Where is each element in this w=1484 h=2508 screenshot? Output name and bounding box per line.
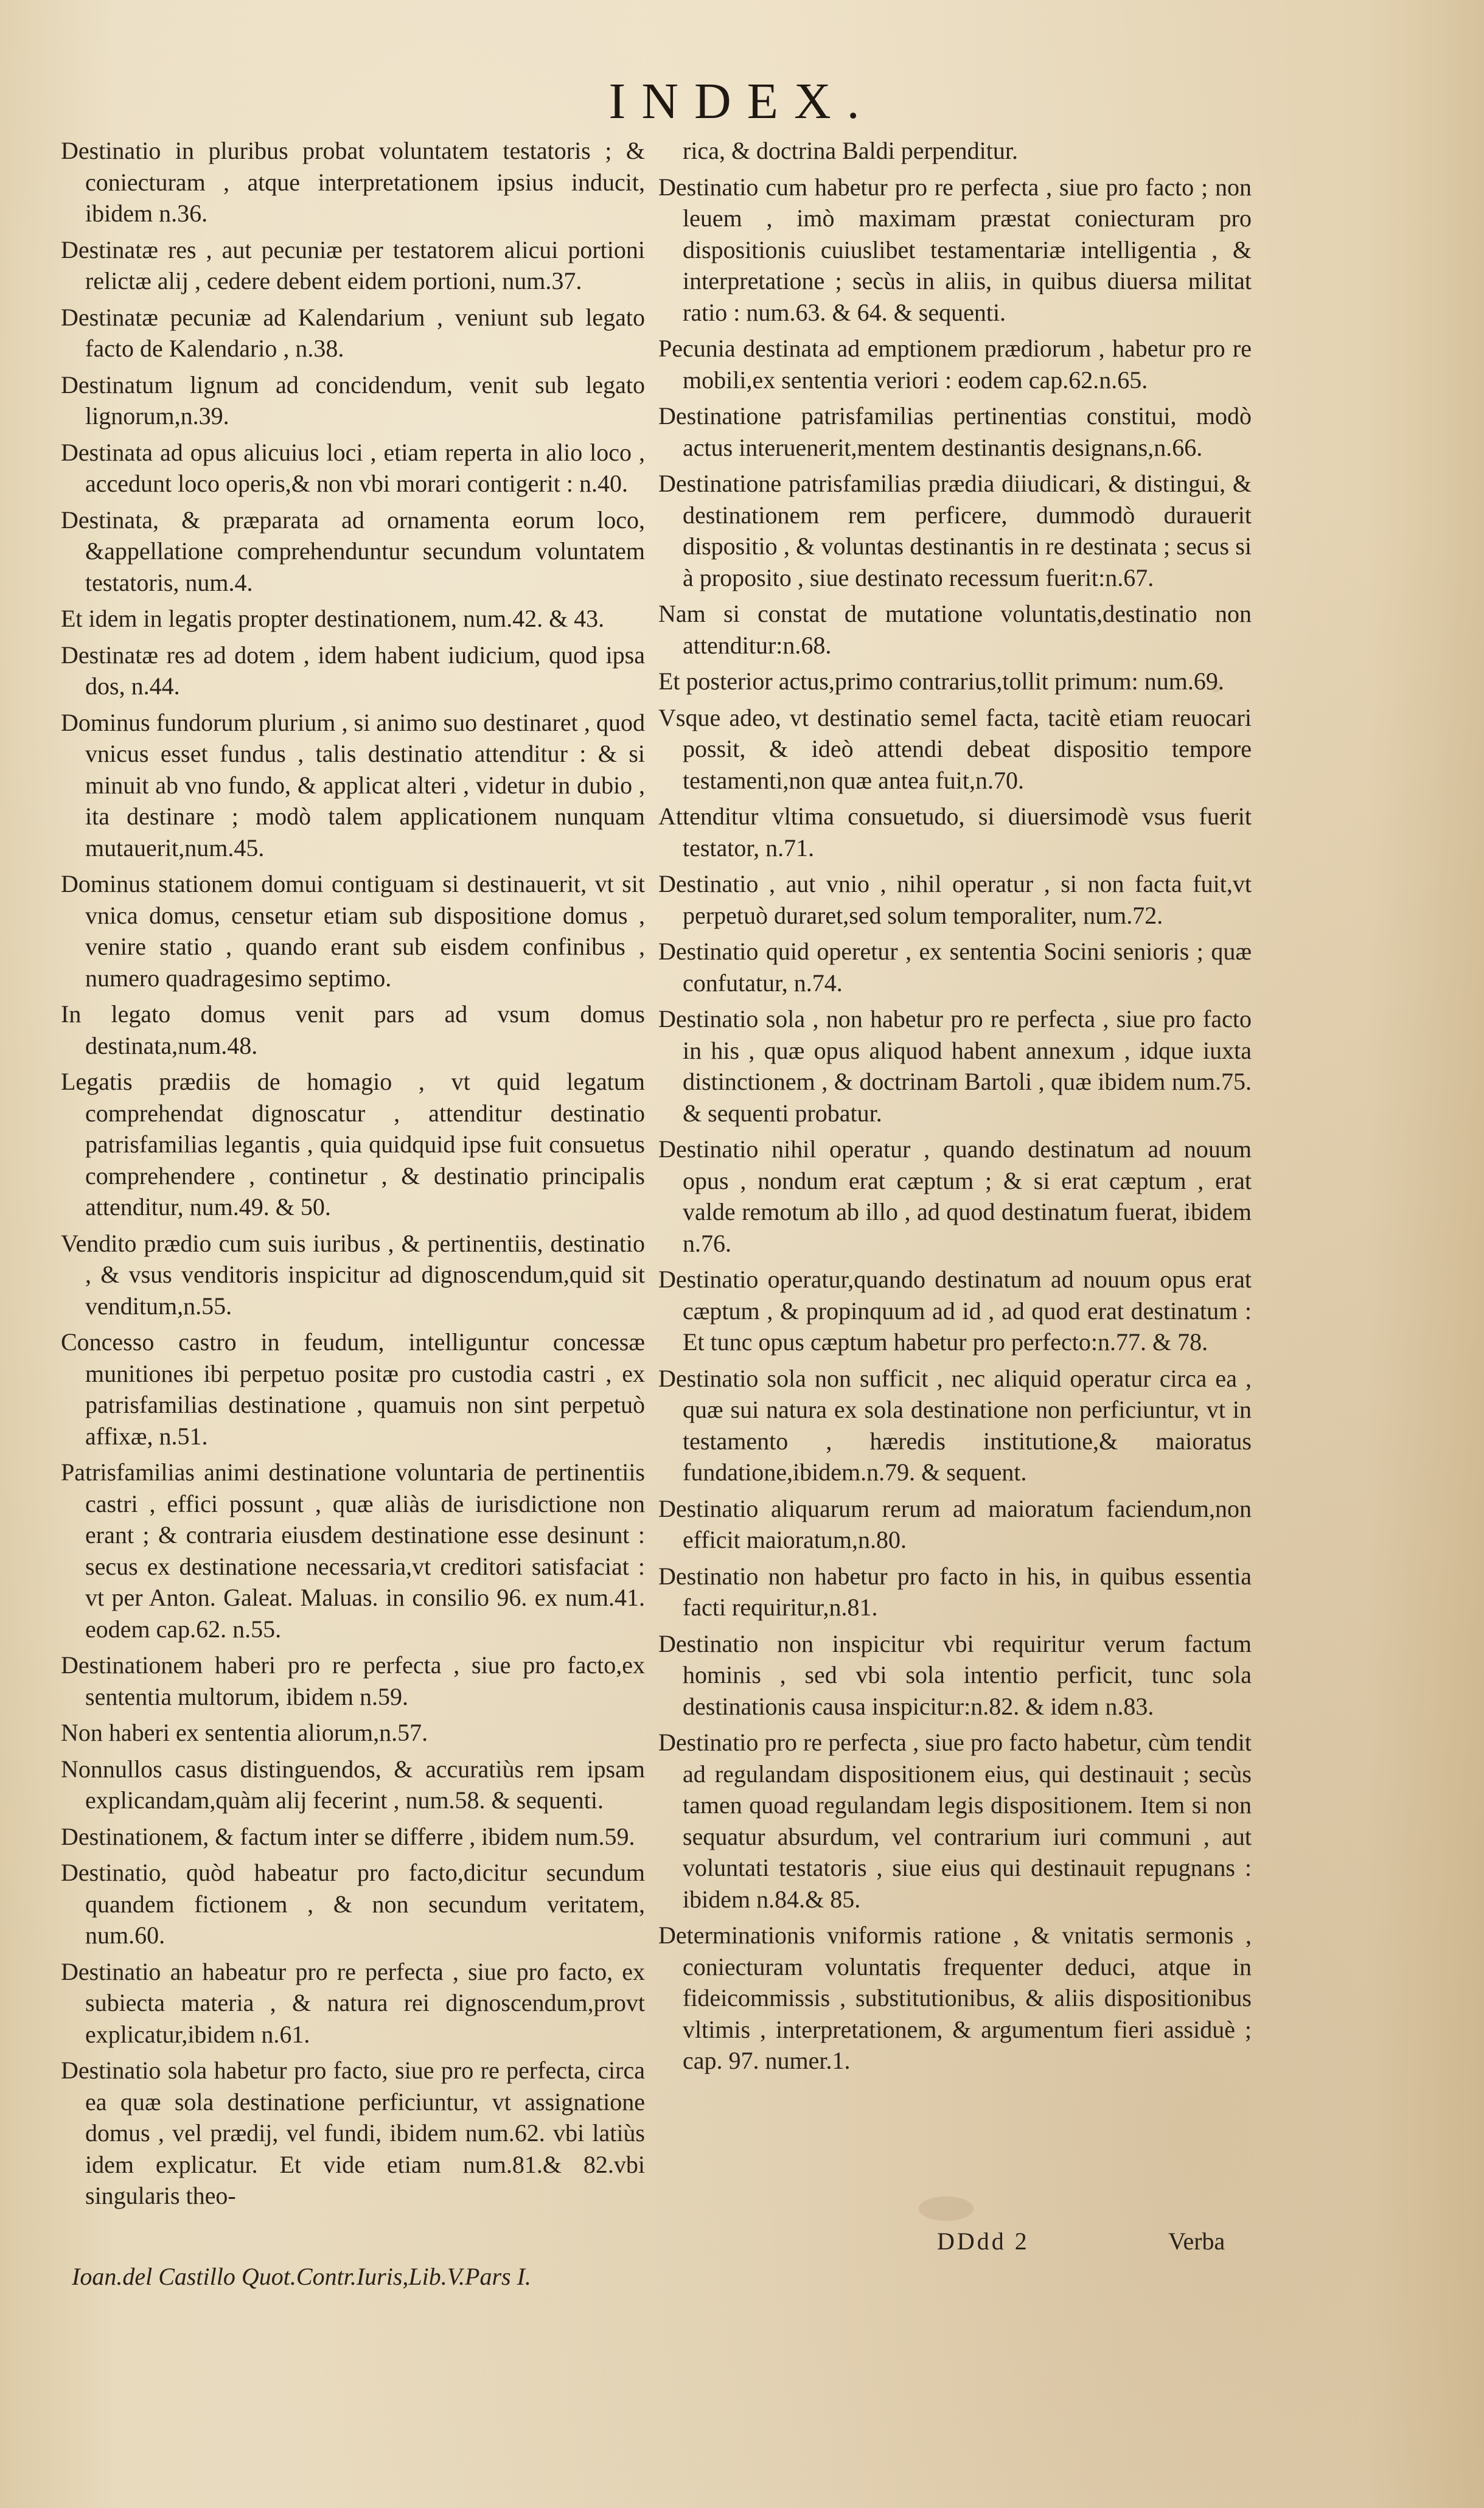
index-entry: Determinationis vniformis ratione , & vnitatis sermonis , coniecturam voluntatis frequenter deduci, atque in fideicommissis , substitutionibus, & aliis dispositionibus vltimis , interpretationem, & argumentum fieri assiduè ; cap. 97. numer.1. (658, 1921, 1252, 2074)
index-entry: Destinatio nihil operatur , quando destinatum ad nouum opus , nondum erat cæptum ; & si erat cæptum , erat valde remotum ab illo , ad quod destinatum fuerat, ibidem n.76. (658, 1135, 1252, 1257)
index-entry: Pecunia destinata ad emptionem prædiorum , habetur pro re mobili,ex sententia veriori : eodem cap.62.n.65. (658, 335, 1252, 394)
index-entry: Destinata ad opus alicuius loci , etiam reperta in alio loco , accedunt loco operis,& non vbi morari contigerit : n.40. (61, 438, 645, 497)
index-entry: Et idem in legatis propter destinationem, num.42. & 43. (61, 605, 605, 632)
index-entry: Destinatio non habetur pro facto in his, in quibus essentia facti requiritur,n.81. (658, 1562, 1252, 1621)
index-entry: Destinatio aliquarum rerum ad maioratum faciendum,non efficit maioratum,n.80. (658, 1494, 1252, 1553)
index-entry: Destinatio , aut vnio , nihil operatur , si non facta fuit,vt perpetuò duraret,sed solum temporaliter, num.72. (658, 870, 1252, 929)
right-column (658, 135, 1252, 2081)
index-entry: Non haberi ex sententia aliorum,n.57. (61, 1719, 428, 1746)
index-entry: Destinatio in pluribus probat voluntatem testatoris ; & coniecturam , atque interpretationem ipsius inducit, ibidem n.36. (61, 137, 645, 227)
left-column (61, 135, 645, 2217)
index-entry: Destinatio pro re perfecta , siue pro facto habetur, cùm tendit ad regulandam dispositionem eius, qui destinauit ; secùs tamen quoad regulandam legis dispositionem. Item si non sequatur absurdum, vel contrarium iuri communi , aut voluntati testatoris , siue eius qui destinauit repugnans : ibidem n.84.& 85. (658, 1729, 1252, 1913)
index-entry: Nonnullos casus distinguendos, & accuratiùs rem ipsam explicandam,quàm alij fecerint , num.58. & sequenti. (61, 1755, 645, 1814)
index-entry: Destinatio operatur,quando destinatum ad nouum opus erat cæptum , & propinquum ad id , ad quod erat destinatum : Et tunc opus cæptum habetur pro perfecto:n.77. & 78. (658, 1266, 1252, 1356)
index-entry: Destinata, & præparata ad ornamenta eorum loco, &appellatione comprehenduntur secundum voluntatem testatoris, num.4. (61, 506, 645, 596)
index-entry: Et posterior actus,primo contrarius,tollit primum: num.69. (658, 667, 1224, 695)
index-entry: In legato domus venit pars ad vsum domus destinata,num.48. (61, 1000, 645, 1059)
index-entry: Dominus fundorum plurium , si animo suo destinaret , quod vnicus esset fundus , talis destinatio attenditur : & si minuit ab vno fundo, & applicat alteri , videtur in dubio , ita destinare ; modò talem applicationem nunquam mutauerit,num.45. (61, 708, 645, 862)
index-entry: Concesso castro in feudum, intelliguntur concessæ munitiones ibi perpetuo positæ pro custodia castri , ex patrisfamilias destinatione , quamuis non sint perpetuò affixæ, n.51. (61, 1328, 645, 1450)
index-entry: Destinatio cum habetur pro re perfecta , siue pro facto ; non leuem , imò maximam præstat coniecturam pro dispositionis cuiuslibet testamentariæ intelligentia , & interpretatione ; secùs in aliis, in quibus diuersa militat ratio : num.63. & 64. & sequenti. (658, 173, 1252, 326)
index-entry: Destinatio sola , non habetur pro re perfecta , siue pro facto in his , quæ opus aliquod habent annexum , idque iuxta distinctionem , & doctrinam Bartoli , quæ ibidem num.75. & sequenti probatur. (658, 1005, 1252, 1127)
index-entry: Destinatio, quòd habeatur pro facto,dicitur secundum quandem fictionem , & non secundum veritatem, num.60. (61, 1859, 645, 1949)
index-entry: Destinatio sola non sufficit , nec aliquid operatur circa ea , quæ sui natura ex sola destinatione non perficiuntur, vt in testamento , hæredis institutione,& maioratus fundatione,ibidem.n.79. & sequent. (658, 1364, 1252, 1486)
signature-mark: DDdd 2 (937, 2228, 1029, 2255)
index-entry: Vendito prædio cum suis iuribus , & pertinentiis, destinatio , & vsus venditoris inspicitur ad dignoscendum,quid sit venditum,n.55. (61, 1229, 645, 1320)
index-entry: Destinationem, & factum inter se differre , ibidem num.59. (61, 1822, 635, 1850)
index-entry: Nam si constat de mutatione voluntatis,destinatio non attenditur:n.68. (658, 600, 1252, 659)
index-entry: Dominus stationem domui contiguam si destinauerit, vt sit vnica domus, censetur etiam sub dispositione domus , venire statio , quando erant sub eisdem confinibus , numero quadragesimo septimo. (61, 870, 645, 992)
index-entry: Patrisfamilias animi destinatione voluntaria de pertinentiis castri , effici possunt , quæ aliàs de iurisdictione non erant ; & contraria eiusdem destinatione esse desinunt : secus ex destinatione necessaria,vt creditori satisfaciat : vt per Anton. Galeat. Maluas. in consilio 96. ex num.41. eodem cap.62. n.55. (61, 1458, 645, 1643)
index-entry: Destinatum lignum ad concidendum, venit sub legato lignorum,n.39. (61, 371, 645, 430)
index-entry: Vsque adeo, vt destinatio semel facta, tacitè etiam reuocari possit, & ideò attendi debeat dispositio tempore testamenti,non quæ antea fuit,n.70. (658, 703, 1252, 794)
index-entry: Destinatio sola habetur pro facto, siue pro re perfecta, circa ea quæ sola destinatione perficiuntur, vt assignatione domus , vel prædij, vel fundi, ibidem num.62. vbi latiùs idem explicatur. Et vide etiam num.81.& 82.vbi singularis theo- (61, 2057, 645, 2209)
paper-stain (919, 2196, 974, 2221)
index-entry: Destinatæ res , aut pecuniæ per testatorem alicui portioni relictæ alij , cedere debent eidem portioni, num.37. (61, 235, 645, 294)
index-entry: Attenditur vltima consuetudo, si diuersimodè vsus fuerit testator, n.71. (658, 803, 1252, 862)
index-entry: Destinatione patrisfamilias pertinentias constitui, modò actus interuenerit,mentem destinantis designans,n.66. (658, 402, 1252, 461)
page-title: INDEX. (608, 73, 876, 130)
index-entry: Destinatio non inspicitur vbi requiritur verum factum hominis , sed vbi sola intentio perficit, tunc sola destinationis causa inspicitur:n.82. & idem n.83. (658, 1629, 1252, 1720)
index-entry: Destinatæ pecuniæ ad Kalendarium , veniunt sub legato facto de Kalendario , n.38. (61, 303, 645, 362)
index-entry-continuation: rica, & doctrina Baldi perpenditur. (683, 137, 1018, 164)
index-entry: Legatis prædiis de homagio , vt quid legatum comprehendat dignoscatur , attenditur destinatio patrisfamilias legantis , quia quidquid ipse fuit consuetus comprehendere , continetur , & destinatio principalis attenditur, num.49. & 50. (61, 1068, 645, 1221)
catchword: Verba (1168, 2228, 1225, 2255)
index-entry: Destinatæ res ad dotem , idem habent iudicium, quod ipsa dos, n.44. (61, 641, 645, 700)
running-footer: Ioan.del Castillo Quot.Contr.Iuris,Lib.V.Pars I. (72, 2263, 531, 2290)
index-entry: Destinatio an habeatur pro re perfecta , siue pro facto, ex subiecta materia , & natura rei dignoscendum,provt explicatur,ibidem n.61. (61, 1957, 645, 2048)
index-entry: Destinatione patrisfamilias prædia diiudicari, & distingui, & destinationem rem perficere, dummodò durauerit dispositio , & voluntas destinantis in re destinata ; secus si à proposito , siue destinato recessum fuerit:n.67. (658, 470, 1252, 591)
index-entry: Destinatio quid operetur , ex sententia Socini senioris ; quæ confutatur, n.74. (658, 938, 1252, 997)
index-entry: Destinationem haberi pro re perfecta , siue pro facto,ex sententia multorum, ibidem n.59. (61, 1651, 645, 1710)
